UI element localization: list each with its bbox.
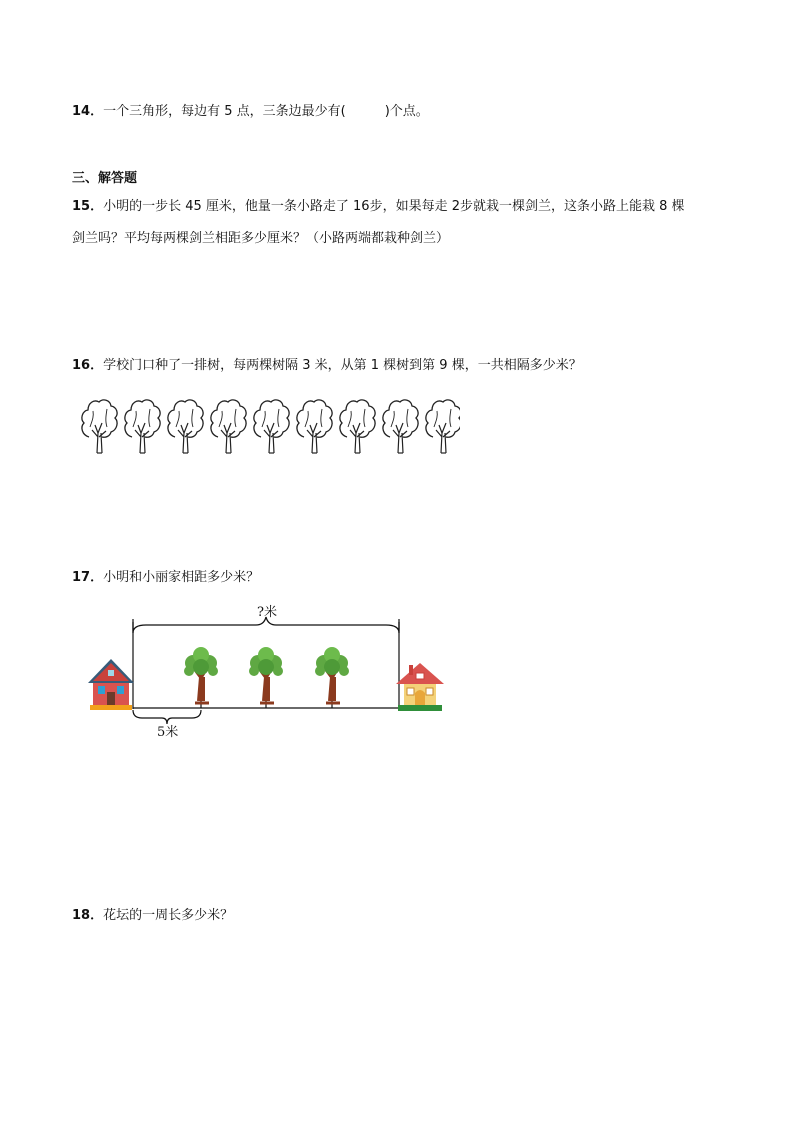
tree-icon	[168, 400, 203, 453]
xiaoming-house-icon	[88, 659, 134, 710]
section-heading: 三、解答题	[72, 171, 138, 186]
tree-icon	[426, 400, 460, 453]
question-18	[72, 907, 233, 925]
tree-icon	[184, 647, 218, 703]
tree-icon	[340, 400, 375, 453]
question-17	[72, 569, 259, 587]
tree-icon	[383, 400, 418, 453]
tree-icon	[211, 400, 246, 453]
tree-icon	[82, 400, 117, 453]
tree-icon	[125, 400, 160, 453]
question-text: 小明的一步长 45 厘米，他量一条小路走了 16步，如果每走 2步就栽一棵剑兰，这条小路上能栽 8 棵	[103, 199, 685, 214]
distance-diagram	[86, 597, 456, 747]
question-number: 17．	[72, 570, 104, 585]
question-text: 一个三角形，每边有 5 点，三条边最少有( )个点。	[103, 104, 429, 119]
question-number: 18．	[72, 908, 104, 923]
question-14	[72, 103, 429, 121]
tree-icon	[315, 647, 349, 703]
tree-icon	[249, 647, 283, 703]
question-text: 花坛的一周长多少米？	[103, 908, 234, 923]
question-15-line-1	[72, 198, 685, 216]
tree-icon	[297, 400, 332, 453]
question-number: 15．	[72, 199, 104, 214]
question-text: 小明和小丽家相距多少米？	[103, 570, 260, 585]
total-distance-label: ?米	[257, 605, 277, 620]
tree-row-illustration	[80, 397, 460, 457]
tree-icon	[254, 400, 289, 453]
question-15-line-2: 剑兰吗？平均每两棵剑兰相距多少厘米？（小路两端都栽种剑兰）	[72, 231, 450, 246]
question-16	[72, 357, 582, 375]
question-number: 16．	[72, 358, 104, 373]
question-number: 14．	[72, 104, 104, 119]
question-text: 学校门口种了一排树，每两棵树隔 3 米，从第 1 棵树到第 9 棵，一共相隔多少米？	[103, 358, 582, 373]
xiaoli-house-icon	[396, 663, 444, 711]
segment-distance-label: 5米	[157, 725, 179, 740]
